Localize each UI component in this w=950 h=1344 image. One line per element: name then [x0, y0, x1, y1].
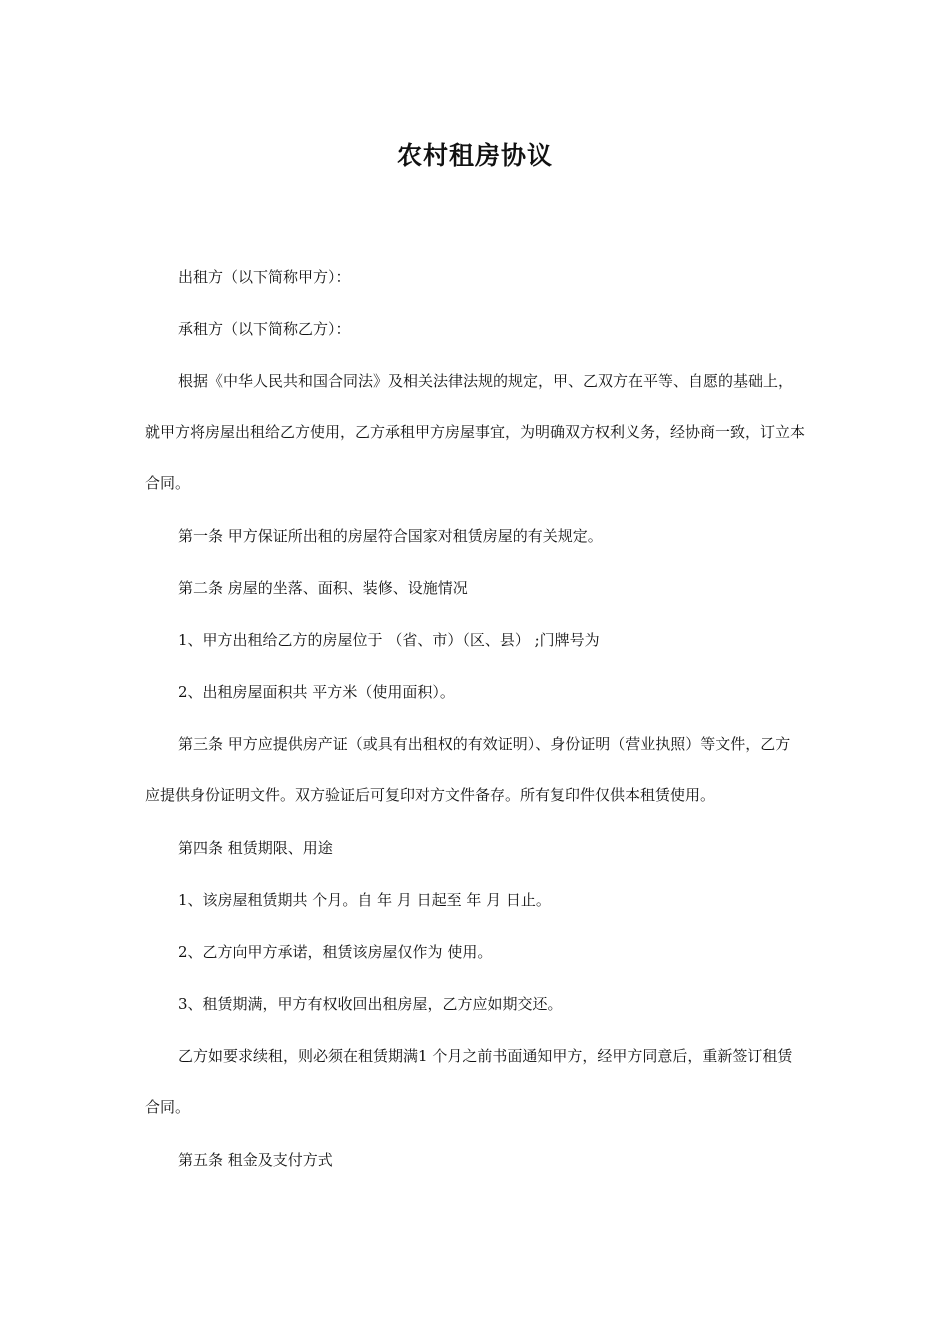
- document-title: 农村租房协议: [396, 141, 553, 170]
- paragraph-preamble: 根据《中华人民共和国合同法》及相关法律法规的规定，甲、乙双方在平等、自愿的基础上，就甲方将房屋出租给乙方使用，乙方承租甲方房屋事宜，为明确双方权利义务，经协商一致，订立本合同。: [145, 372, 806, 492]
- paragraph-article-5: 第五条 租金及支付方式: [178, 1151, 333, 1169]
- paragraph-article-4-item-3: 3、租赁期满，甲方有权收回出租房屋，乙方应如期交还。: [178, 995, 563, 1013]
- paragraph-article-4-item-2: 2、乙方向甲方承诺，租赁该房屋仅作为 使用。: [178, 943, 493, 961]
- paragraph-renewal: 乙方如要求续租，则必须在租赁期满1 个月之前书面通知甲方，经甲方同意后，重新签订租赁合同。: [145, 1047, 793, 1116]
- paragraph-article-3: 第三条 甲方应提供房产证（或具有出租权的有效证明）、身份证明（营业执照）等文件，乙方应提供身份证明文件。双方验证后可复印对方文件备存。所有复印件仅供本租赁使用。: [145, 735, 791, 804]
- paragraph-article-2-item-1: 1、甲方出租给乙方的房屋位于 （省、市）（区、县） ;门牌号为: [178, 631, 600, 649]
- paragraph-article-1: 第一条 甲方保证所出租的房屋符合国家对租赁房屋的有关规定。: [178, 527, 603, 545]
- paragraph-article-4: 第四条 租赁期限、用途: [178, 839, 333, 857]
- paragraph-lessor: 出租方（以下简称甲方）：: [178, 268, 351, 286]
- paragraph-article-2-item-2: 2、出租房屋面积共 平方米（使用面积）。: [178, 683, 455, 701]
- paragraph-article-2: 第二条 房屋的坐落、面积、装修、设施情况: [178, 579, 468, 597]
- paragraph-article-4-item-1: 1、该房屋租赁期共 个月。自 年 月 日起至 年 月 日止。: [178, 891, 551, 909]
- paragraph-lessee: 承租方（以下简称乙方）：: [178, 320, 351, 338]
- document-body: [145, 264, 805, 1199]
